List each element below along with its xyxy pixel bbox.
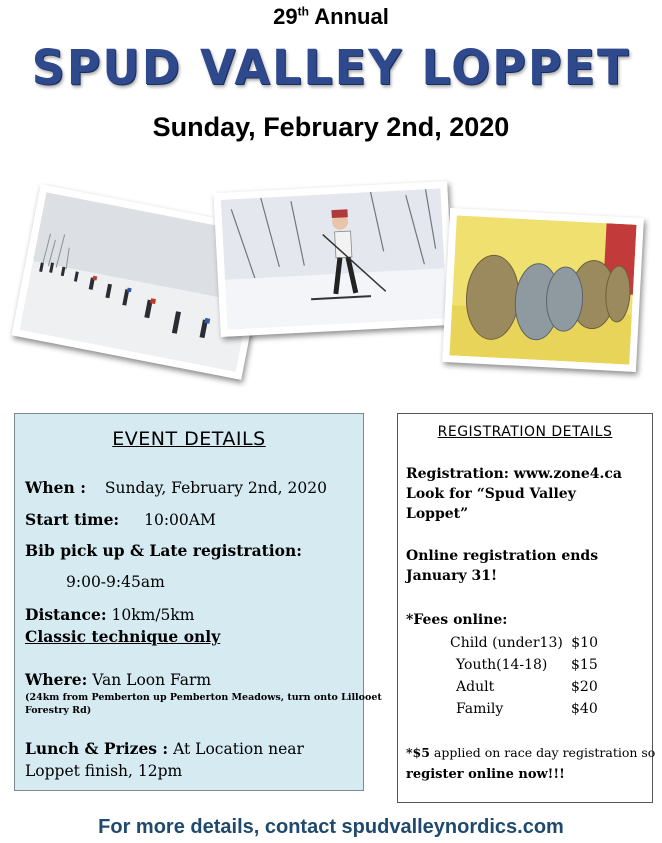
fee-price: $40: [571, 701, 598, 717]
edition-suffix: th: [297, 4, 309, 19]
event-details-panel: [14, 413, 382, 791]
fee-category: Adult: [456, 679, 495, 695]
start-time-value: 10:00AM: [144, 511, 216, 529]
event-title: SPUD VALLEY LOPPET: [31, 38, 631, 96]
registration-look-for: Look for “Spud Valley: [406, 486, 576, 502]
registration-heading: REGISTRATION DETAILS: [437, 424, 613, 440]
edition-number: 29: [273, 4, 298, 29]
where-label: Where:: [25, 670, 88, 689]
when-label: When :: [25, 478, 86, 497]
distance-row: [25, 605, 195, 624]
race-day-note: [406, 745, 655, 760]
register-online-note: register online now!!!: [406, 767, 565, 782]
fee-category: Child (under13): [450, 635, 563, 651]
photo-potato-sacks: [442, 208, 644, 372]
fee-price: $10: [571, 635, 598, 651]
registration-look-for-2: Loppet”: [406, 506, 469, 522]
fee-row: [456, 679, 598, 695]
where-row: [25, 670, 211, 689]
fee-row: [456, 701, 598, 717]
where-value: Van Loon Farm: [92, 671, 212, 689]
fee-category: Youth(14-18): [456, 657, 548, 673]
registration-details-panel: [397, 413, 656, 803]
online-registration-ends: Online registration ends: [406, 548, 599, 564]
technique-note: Classic technique only: [25, 627, 221, 646]
lunch-value-line-2: Loppet finish, 12pm: [25, 762, 183, 780]
fee-price: $20: [571, 679, 598, 695]
start-time-row: [25, 510, 216, 529]
race-day-surcharge: *$5: [406, 745, 430, 760]
bib-pickup-time: 9:00-9:45am: [66, 573, 165, 591]
bib-pickup-label: Bib pick up & Late registration:: [25, 541, 303, 560]
event-details-heading: EVENT DETAILS: [112, 428, 266, 450]
when-value: Sunday, February 2nd, 2020: [104, 479, 327, 497]
race-day-note-text: applied on race day registration so: [433, 745, 656, 760]
event-date: Sunday, February 2nd, 2020: [152, 112, 510, 142]
start-time-label: Start time:: [25, 510, 120, 529]
directions-line-1: (24km from Pemberton up Pemberton Meadows, turn onto Lillooet: [25, 692, 382, 703]
fees-heading: *Fees online:: [406, 612, 508, 628]
fee-row: [456, 657, 598, 673]
fee-category: Family: [456, 701, 504, 717]
fee-row: [450, 635, 598, 651]
lunch-label: Lunch & Prizes :: [25, 739, 169, 758]
directions-line-2: Forestry Rd): [25, 705, 92, 716]
registration-deadline: January 31!: [406, 568, 498, 584]
contact-line: For more details, contact spudvalleynordics.com: [98, 816, 564, 838]
when-row: [25, 478, 327, 497]
annual-edition: [0, 4, 662, 30]
photo-skier-closeup: [213, 181, 454, 337]
lunch-value: At Location near: [173, 740, 304, 758]
fee-price: $15: [571, 657, 598, 673]
lunch-row: [25, 739, 304, 758]
registration-site: Registration: www.zone4.ca: [406, 466, 622, 482]
distance-label: Distance:: [25, 605, 107, 624]
distance-value: 10km/5km: [111, 606, 195, 624]
annual-word: Annual: [314, 4, 389, 29]
